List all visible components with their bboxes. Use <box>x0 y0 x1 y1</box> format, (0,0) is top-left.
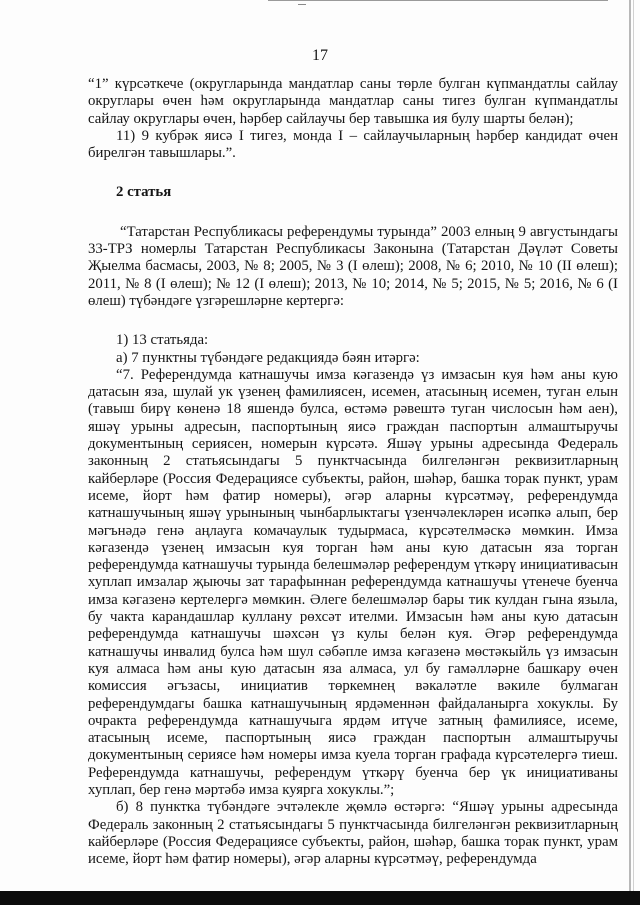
page-number: 17 <box>312 47 328 64</box>
scan-top-mark <box>298 4 306 5</box>
paragraph-item-11: 11) 9 кубрәк яисә I тигез, монда I – сайлаучыларның һәрбер кандидат өчен бирелгән тавышлары.”. <box>88 127 618 162</box>
scan-right-edge-line <box>629 0 631 905</box>
spacer <box>88 202 618 224</box>
document-body <box>88 76 618 868</box>
paragraph-intro: “1” күрсәткече (округларында мандатлар саны төрле булган күпмандатлы сайлау округлары өчен һәм округларында мандатлар саны тигез булган күпмандатлы сайлау округлары өчен, һәрбер сайлаучы бер тавышка ия булу шарты белән); <box>88 76 618 127</box>
paragraph-law-intro: “Татарстан Республикасы референдумы турында” 2003 елның 9 августындагы 33-ТРЗ номерлы Татарстан Республикасы Законына (Татарстан Дәүләт Советы Җыелма басмасы, 2003, № 8; 2005, № 3 (I өлеш); 2008, № 6; 2010, № 10 (II өлеш); 2011, № 8 (I өлеш); № 12 (I өлеш); 2013, № 10; 2014, № 5; 2015, № 5; 2016, № 6 (I өлеш) түбәндәге үзгәрешләрне кертергә: <box>88 223 618 309</box>
spacer <box>88 310 618 332</box>
paragraph-article-13: 1) 13 статьяда: <box>116 332 209 349</box>
article-heading: 2 статья <box>116 184 172 201</box>
scan-right-edge-line-secondary <box>633 0 634 905</box>
scan-bottom-border <box>0 891 640 905</box>
paragraph-point-7: “7. Референдумда катнашучы имза кәгазендә үз имзасын куя һәм аны кую датасын яза, шулай ук үзенең фамилиясен, исемен, атасының исемен, туган елын (тавыш бирү көненә 18 яшендә булса, өстәмә рәвештә туган числосын һәм аен), яшәү урыны адресын, паспортының яисә граждан паспортын алмаштыручы документының сериясен, номерын күрсәтә. Яшәү урыны адресында Федераль законның 2 статьясындагы 5 пунктчасында билгеләнгән реквизитларның кайберләре (Россия Федерациясе субъекты, район, шәһәр, башка торак пункт, урам исеме, йорт һәм фатир номеры), әгәр аларны күрсәтмәү, референдумда катнашучының яшәү урынының чынбарлыктагы үзенчәлекләрен исәпкә алып, бер мәгънәдә генә аңлауга комачаулык тудырмаса, күрсәтелмәскә мөмкин. Имза кәгазендә үзенең имзасын куя торган һәм аны кую датасын яза торган референдумда катнашучы турында белешмәләр референдум үткәрү инициативасын хуплап имзалар җыючы зат тарафыннан референдумда катнашучы үтенече буенча имза кәгазенә кертелергә мөмкин. Әлеге белешмәләр бары тик кулдан гына языла, бу чакта карандашлар куллану рөхсәт ителми. Имзасын һәм аны кую датасын референдумда катнашучы шәхсән үз кулы белән куя. Әгәр референдумда катнашучы инвалид булса һәм шул сәбәпле имза кәгазенә мөстәкыйль үз имзасын куя алмаса һәм аны кую датасын яза алмаса, ул бу гамәлләрне башкару өчен комиссия әгъзасы, инициатив төркемнең вәкаләтле вәкиле булмаган референдумдагы башка катнашучының ярдәменнән файдаланырга хокуклы. Бу очракта референдумда катнашучыга ярдәм итүче затның фамилиясе, исеме, атасының исеме, паспортының яисә граждан паспортын алмаштыручы документының сериясе һәм номеры имза куела торган графада күрсәтелергә тиеш. Референдумда катнашучы, референдум үткәрү буенча бер үк инициативаны хуплап, бер генә мәртәбә имза куярга хокуклы.”; <box>88 366 618 798</box>
paragraph-sub-b: б) 8 пунктка түбәндәге эчтәлекле җөмлә өстәргә: “Яшәү урыны адресында Федераль законның 2 статьясындагы 5 пунктчасында билгеләнгән реквизитларның кайберләре (Россия Федерациясе субъекты, район, шәһәр, башка торак пункт, урам исеме, йорт һәм фатир номеры), әгәр аларны күрсәтмәү, референдумда <box>88 799 618 868</box>
paragraph-sub-a: а) 7 пунктны түбәндәге редакциядә бәян итәргә: <box>116 349 420 366</box>
spacer <box>88 162 618 184</box>
scan-top-edge-line <box>268 0 608 1</box>
